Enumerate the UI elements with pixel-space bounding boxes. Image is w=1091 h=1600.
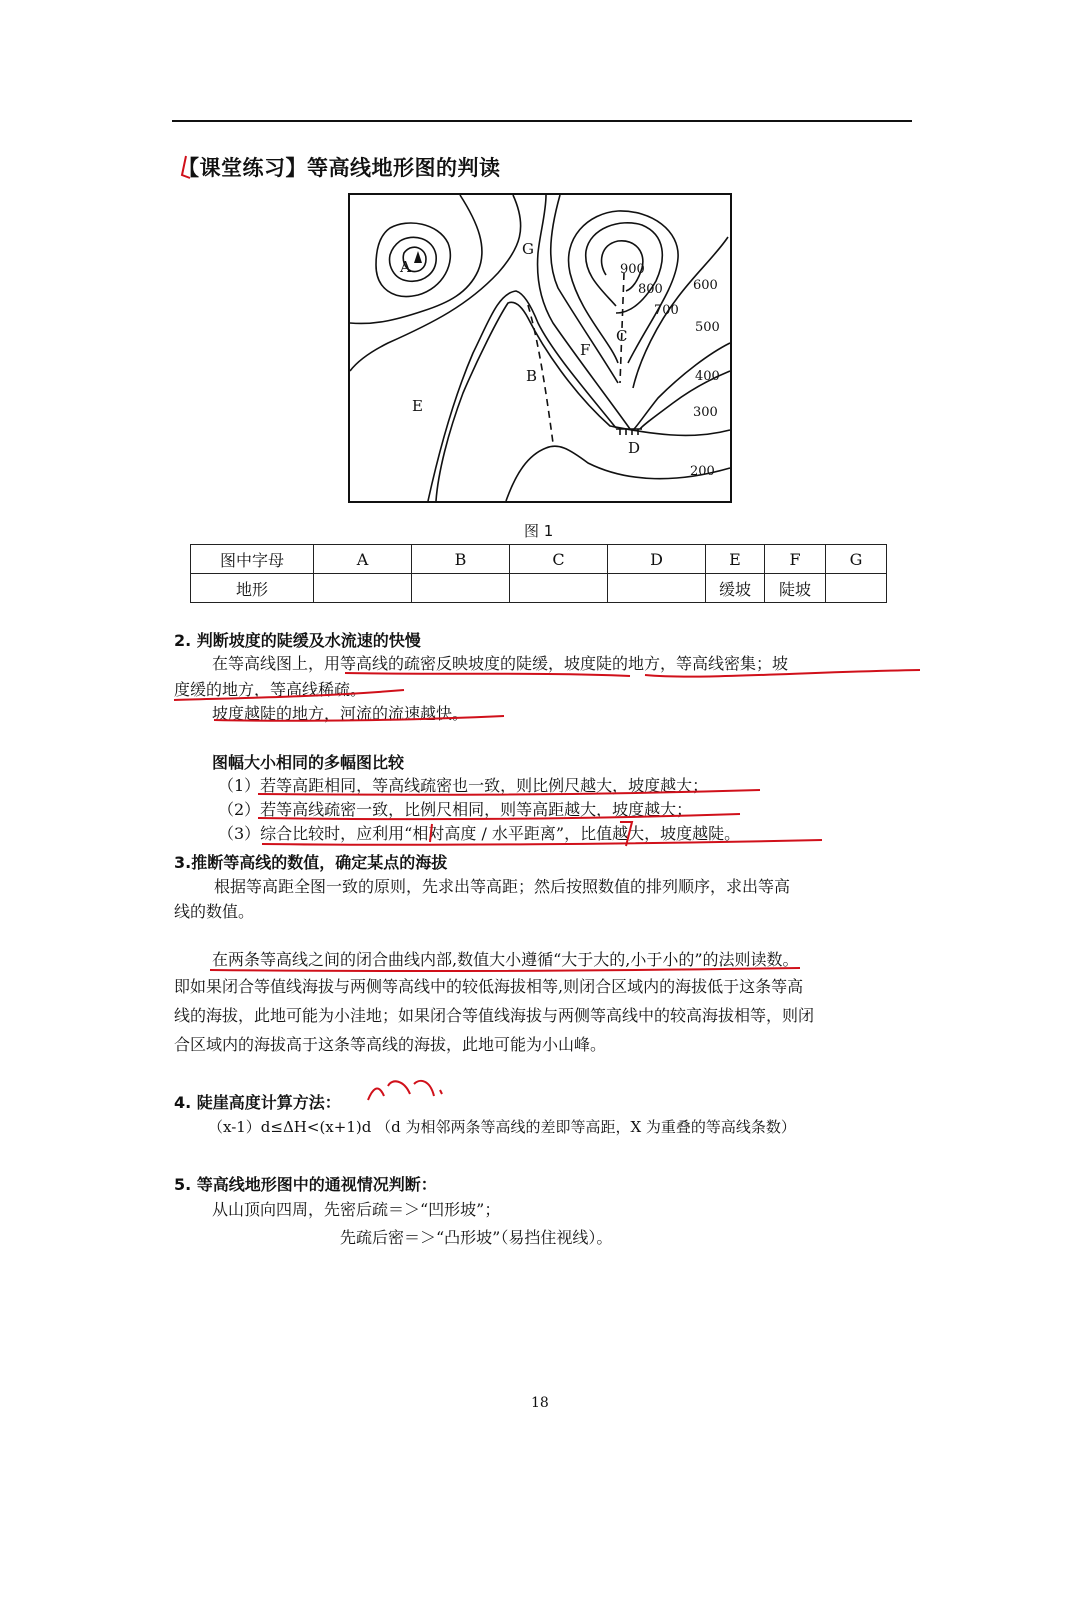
underline-mark [262, 840, 822, 845]
underline-mark [345, 673, 630, 676]
section-3-line-4: 即如果闭合等值线海拔与两侧等高线中的较低海拔相等,则闭合区域内的海拔低于这条等高 [174, 977, 804, 996]
underline-mark [174, 690, 404, 700]
section-2-heading: 2. 判断坡度的陡缓及水流速的快慢 [174, 631, 421, 650]
page-title: 【课堂练习】等高线地形图的判读 [178, 156, 501, 180]
table-cell: C [510, 545, 608, 574]
section-4-formula: （x-1）d≤ΔH<(x+1)d （d 为相邻两条等高线的差即等高距，X 为重叠的等高线条数） [208, 1118, 796, 1136]
label-700: 700 [654, 303, 679, 318]
section-2-item-2: （2）若等高线疏密一致，比例尺相同，则等高距越大，坡度越大； [218, 800, 693, 819]
label-500: 500 [695, 320, 720, 335]
section-3-line-3: 在两条等高线之间的闭合曲线内部,数值大小遵循“大于大的,小于小的”的法则读数。 [212, 950, 799, 969]
table-cell: 地形 [191, 574, 314, 603]
section-3-line-5: 线的海拔，此地可能为小洼地；如果闭合等值线海拔与两侧等高线中的较高海拔相等，则闭 [174, 1006, 815, 1025]
table-cell: 缓坡 [706, 574, 765, 603]
table-cell: E [706, 545, 765, 574]
section-5-line-2: 先疏后密＝＞“凸形坡”（易挡住视线）。 [340, 1228, 613, 1247]
section-5-heading: 5. 等高线地形图中的通视情况判断： [174, 1175, 437, 1194]
section-3-line-1: 根据等高距全图一致的原则，先求出等高距；然后按照数值的排列顺序，求出等高 [214, 877, 791, 896]
table-cell: 图中字母 [191, 545, 314, 574]
section-5-line-1: 从山顶向四周，先密后疏＝＞“凹形坡”； [212, 1200, 501, 1219]
label-A: A [400, 258, 411, 276]
section-3-line-2: 线的数值。 [174, 902, 255, 921]
underline-mark [645, 670, 920, 677]
section-2-line-2: 度缓的地方，等高线稀疏。 [174, 680, 367, 699]
label-400: 400 [695, 369, 720, 384]
table-cell: 陡坡 [765, 574, 826, 603]
label-200: 200 [690, 464, 715, 479]
underline-mark [258, 790, 760, 795]
section-2-subheading: 图幅大小相同的多幅图比较 [212, 753, 405, 772]
table-cell: G [826, 545, 887, 574]
underline-mark [210, 968, 800, 971]
section-2-item-1: （1）若等高距相同，等高线疏密也一致，则比例尺越大，坡度越大； [218, 776, 709, 795]
table-cell: B [412, 545, 510, 574]
bracket-mark [182, 156, 190, 178]
section-2-line-3: 坡度越陡的地方，河流的流速越快。 [212, 704, 469, 723]
label-900: 900 [620, 262, 645, 277]
label-300: 300 [693, 405, 718, 420]
label-G: G [522, 240, 534, 258]
section-2-line-1: 在等高线图上，用等高线的疏密反映坡度的陡缓，坡度陡的地方，等高线密集；坡 [212, 654, 789, 673]
section-4-heading: 4. 陡崖高度计算方法： [174, 1093, 341, 1112]
label-600: 600 [693, 278, 718, 293]
label-E: E [412, 397, 423, 415]
bracket-mark [430, 824, 432, 842]
table-cell: D [608, 545, 706, 574]
scribble-mark [368, 1081, 442, 1100]
page-number: 18 [531, 1395, 549, 1411]
section-3-line-6: 合区域内的海拔高于这条等高线的海拔，此地可能为小山峰。 [174, 1035, 607, 1054]
section-2-item-3: （3）综合比较时，应利用“相对高度 / 水平距离”，比值越大，坡度越陡。 [218, 824, 741, 843]
label-B: B [526, 367, 538, 385]
label-C: C [616, 327, 628, 345]
bracket-mark [620, 822, 632, 846]
table-cell: F [765, 545, 826, 574]
figure-caption: 图 1 [524, 522, 554, 540]
section-3-heading: 3.推断等高线的数值，确定某点的海拔 [174, 853, 448, 872]
underline-mark [258, 814, 740, 819]
underline-mark [214, 716, 504, 721]
label-F: F [580, 341, 591, 359]
label-800: 800 [638, 282, 663, 297]
table-cell: A [314, 545, 412, 574]
label-D: D [628, 439, 641, 457]
